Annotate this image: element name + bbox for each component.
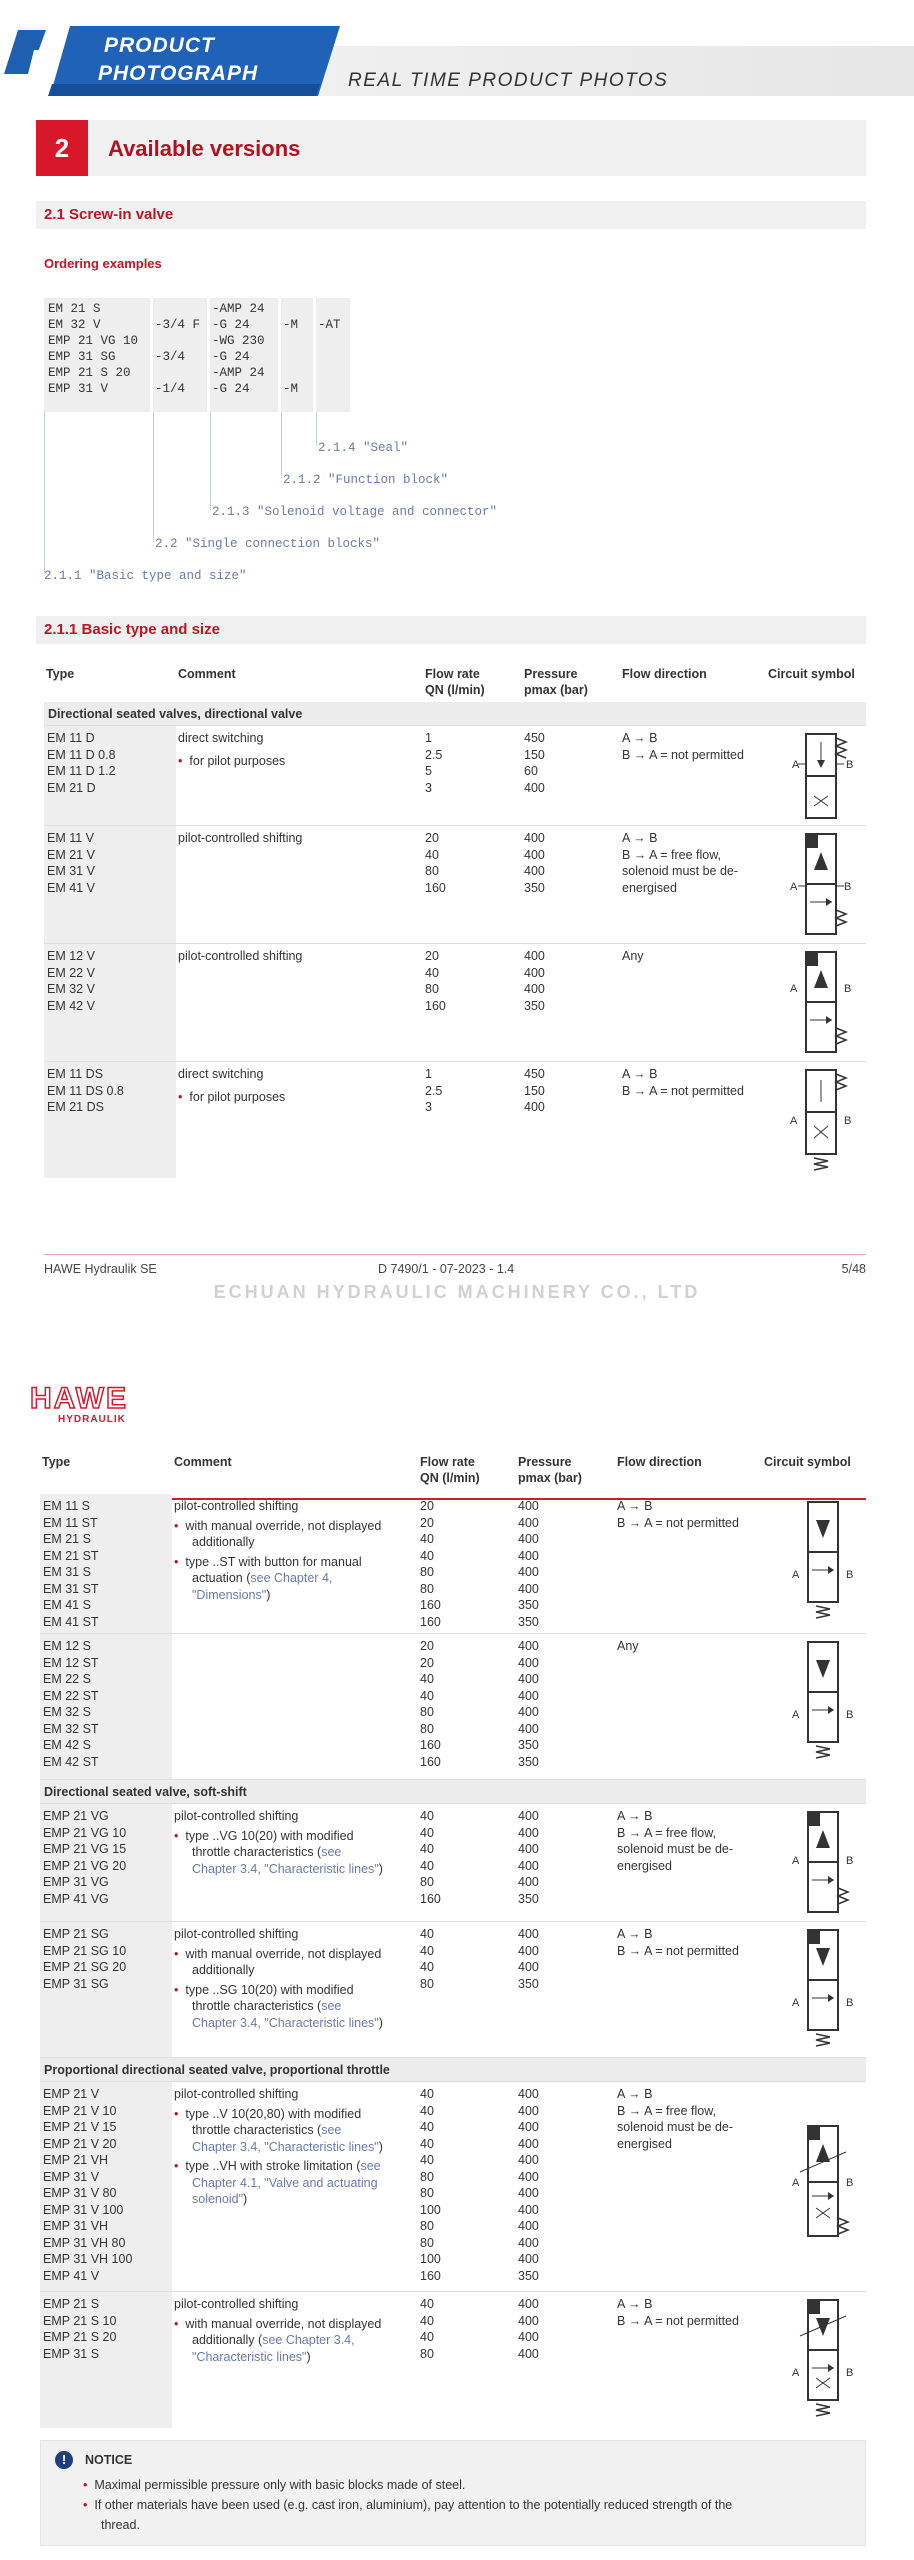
type-cell: EMP 21 SG EMP 21 SG 10 EMP 21 SG 20 EMP 31 SG [40,1922,172,2057]
ordering-link-connection-blocks[interactable]: 2.2 "Single connection blocks" [155,537,381,551]
flow-cell: 40 40 40 80 [420,1927,434,1991]
flow-cell: 20 40 80 160 [425,831,446,895]
chapter-link[interactable]: see [321,1999,342,2013]
notice-item-cont: thread. [101,2518,140,2532]
ordering-code [283,349,313,365]
section-number: 2 [36,120,88,176]
ordering-code: -M [283,318,299,332]
circuit-symbol-icon [780,1926,866,2054]
type-cell: EM 11 D EM 11 D 0.8 EM 11 D 1.2 EM 21 D [44,726,176,825]
notice-list [83,2475,853,2535]
pressure-cell: 400 400 400 350 [524,831,545,895]
ordering-col-solenoid [210,298,278,412]
pressure-cell: 400 400 400 400 400 400 400 400 400 400 400 350 [518,2087,539,2283]
circuit-symbol-icon [778,1066,864,1174]
pressure-cell: 400 400 400 350 [524,949,545,1013]
pressure-cell: 400 400 400 400 [518,2297,539,2361]
ordering-code: EMP 31 SG [48,350,116,364]
table-row [44,726,866,826]
svg-text:A: A [792,2367,800,2379]
flow-cell: 20 20 40 40 80 80 160 160 [420,1499,441,1629]
svg-text:B: B [846,1997,854,2009]
circuit-symbol-icon [780,2296,866,2424]
circuit-symbol-icon [778,948,864,1058]
banner-ribbon-graphic [0,18,360,98]
col-type: Type [46,667,75,681]
col-flow-unit: QN (l/min) [425,683,485,697]
ordering-code: EMP 21 S 20 [48,366,131,380]
chapter-link[interactable]: solenoid" [192,2192,244,2206]
col-flow: Flow rate [425,667,480,681]
footer-company: HAWE Hydraulik SE [44,1262,157,1276]
type-cell: EM 12 S EM 12 ST EM 22 S EM 22 ST EM 32 S EM 32 ST EM 42 S EM 42 ST [40,1634,172,1779]
type-cell: EM 12 V EM 22 V EM 32 V EM 42 V [44,944,176,1061]
ordering-code: EMP 31 V [48,382,109,396]
svg-text:A: A [792,759,800,771]
svg-text:A: A [792,1855,800,1867]
svg-text:B: B [846,2367,854,2379]
ordering-code: EM 21 S [48,302,101,316]
type-cell: EM 11 S EM 11 ST EM 21 S EM 21 ST EM 31 S EM 31 ST EM 41 S EM 41 ST [40,1494,172,1633]
notice-title: NOTICE [85,2453,133,2467]
table-row [40,1922,866,2058]
svg-text:A: A [792,1709,800,1721]
table-row [44,1062,866,1178]
ordering-code: -M [283,382,299,396]
col-comment: Comment [174,1455,232,1469]
subsection-title-2-1-1: 2.1.1 Basic type and size [36,616,866,644]
ordering-code: -G 24 [212,318,250,332]
group-header: Directional seated valves, directional valve [44,702,866,726]
direction-cell: Any [617,1639,639,1653]
svg-text:A: A [792,1569,800,1581]
ordering-col-seal [316,298,350,412]
ordering-code: -AT [318,318,341,332]
svg-text:B: B [844,1115,852,1127]
flow-cell: 20 40 80 160 [425,949,446,1013]
comment-cell: pilot-controlled shifting • type ..VG 10(20) with modified throttle characteristics (see Chapter 3.4, "Characteristic lines") [174,1809,383,1876]
circuit-symbol-icon [778,732,864,822]
ordering-col-type [44,298,150,412]
table-row [40,2292,866,2428]
info-icon: ! [55,2451,73,2469]
col-flow: Flow rate [420,1455,475,1469]
banner-subtitle: REAL TIME PRODUCT PHOTOS [348,70,669,91]
ordering-code [318,301,350,317]
chapter-link[interactable]: see Chapter 4, [250,1571,333,1585]
type-cell: EMP 21 VG EMP 21 VG 10 EMP 21 VG 15 EMP 21 VG 20 EMP 31 VG EMP 41 VG [40,1804,172,1921]
col-pressure-unit: pmax (bar) [524,683,588,697]
table-row [40,1494,866,1634]
col-comment: Comment [178,667,236,681]
ordering-link-solenoid[interactable]: 2.1.3 "Solenoid voltage and connector" [212,505,498,519]
footer-doc-id: D 7490/1 - 07-2023 - 1.4 [378,1262,515,1276]
ordering-code: -3/4 F [155,318,201,332]
flow-cell: 20 20 40 40 80 80 160 160 [420,1639,441,1769]
direction-cell: A → B B → A = free flow, solenoid must be de- energised [622,831,739,895]
logo-wordmark: HAWE [30,1382,128,1415]
banner-title-line2: PHOTOGRAPH [98,62,259,85]
svg-text:B: B [844,983,852,995]
pressure-cell: 450 150 60 400 [524,731,545,795]
ordering-leader-line [44,412,45,574]
comment-cell: pilot-controlled shifting • with manual override, not displayed additionally • type ..SG 10(20) with modified throttle characteristics (see Chapter 3.4, "Characteristic lines") [174,1927,383,2030]
direction-cell: A → B B → A = free flow, solenoid must be de- energised [617,2087,734,2151]
ordering-code [283,333,313,349]
footer-page-number: 5/48 [841,1262,866,1276]
ordering-examples-label: Ordering examples [44,256,162,271]
ordering-leader-line [316,412,317,446]
table-row [44,944,866,1062]
circuit-symbol-icon [780,1808,866,1918]
ordering-code [155,301,207,317]
col-flow-direction: Flow direction [617,1455,702,1469]
direction-cell: A → B B → A = not permitted [622,731,744,762]
ordering-leader-line [210,412,211,510]
circuit-symbol-icon [780,2122,866,2252]
table-row [44,826,866,944]
footer-rule [44,1254,866,1255]
svg-text:B: B [846,1709,854,1721]
ordering-link-function-block[interactable]: 2.1.2 "Function block" [283,473,449,487]
flow-cell: 40 40 40 40 40 80 80 100 80 80 100 160 [420,2087,441,2283]
ordering-leader-line [153,412,154,542]
ordering-code: EMP 21 VG 10 [48,334,139,348]
pressure-cell: 400 400 400 350 [518,1927,539,1991]
svg-text:B: B [846,1569,854,1581]
table-row [40,1634,866,1780]
subsection-title-2-1: 2.1 Screw-in valve [36,201,866,229]
ordering-code [283,365,313,381]
ordering-code: -WG 230 [212,334,265,348]
type-cell: EM 11 V EM 21 V EM 31 V EM 41 V [44,826,176,943]
ordering-code: -G 24 [212,350,250,364]
col-pressure: Pressure [524,667,578,681]
product-photo-banner [0,18,914,96]
circuit-symbol-icon [780,1498,866,1628]
ordering-code: -3/4 [155,350,186,364]
col-pressure: Pressure [518,1455,572,1469]
circuit-symbol-icon [780,1638,866,1772]
type-cell: EMP 21 V EMP 21 V 10 EMP 21 V 15 EMP 21 V 20 EMP 21 VH EMP 31 V EMP 31 V 80 EMP 31 V 100 EMP 31 VH EMP 31 VH 80 EMP 31 VH 100 EMP 41 V [40,2082,172,2291]
svg-text:B: B [846,2177,854,2189]
hawe-logo [30,1384,128,1425]
col-circuit-symbol: Circuit symbol [764,1455,851,1469]
chapter-link[interactable]: see Chapter 3.4, [262,2333,355,2347]
ordering-code: -AMP 24 [212,366,265,380]
ordering-code: -G 24 [212,382,250,396]
svg-text:B: B [846,759,854,771]
ordering-code [283,301,313,317]
ordering-code [155,333,207,349]
direction-cell: A → B B → A = not permitted [617,2297,739,2328]
direction-cell: A → B B → A = not permitted [617,1927,739,1958]
svg-text:A: A [790,983,798,995]
comment-cell: direct switching • for pilot purposes [178,731,286,768]
ordering-code [155,365,207,381]
pressure-cell: 400 400 400 400 400 350 [518,1809,539,1906]
svg-text:A: A [790,1115,798,1127]
pressure-cell: 400 400 400 400 400 400 350 350 [518,1499,539,1629]
ordering-code: -AMP 24 [212,302,265,316]
ordering-link-basic-type[interactable]: 2.1.1 "Basic type and size" [44,569,247,583]
chapter-link[interactable]: Chapter 4.1, "Valve and actuating [192,2175,378,2190]
col-pressure-unit: pmax (bar) [518,1471,582,1485]
ordering-code: EM 32 V [48,318,101,332]
table-row [40,2082,866,2292]
ordering-code: -1/4 [155,382,186,396]
col-type: Type [42,1455,71,1469]
direction-cell: Any [622,949,644,963]
ordering-link-seal[interactable]: 2.1.4 "Seal" [318,441,409,455]
watermark: ECHUAN HYDRAULIC MACHINERY CO., LTD [213,1282,701,1302]
chapter-link[interactable]: see [321,2123,342,2137]
notice-box [40,2440,866,2546]
comment-cell: pilot-controlled shifting • with manual override, not displayed additionally • type ..ST with button for manual actuation (see Chapter 4, "Dimensions") [174,1499,382,1602]
type-cell: EM 11 DS EM 11 DS 0.8 EM 21 DS [44,1062,176,1178]
group-header: Proportional directional seated valve, proportional throttle [40,2058,866,2082]
chapter-link[interactable]: Chapter 3.4, "Characteristic lines" [192,2139,379,2154]
direction-cell: A → B B → A = free flow, solenoid must be de- energised [617,1809,734,1873]
svg-text:B: B [846,1855,854,1867]
flow-cell: 40 40 40 80 [420,2297,434,2361]
flow-cell: 40 40 40 40 80 160 [420,1809,441,1906]
comment-cell: pilot-controlled shifting [178,831,303,845]
col-flow-direction: Flow direction [622,667,707,681]
comment-cell: pilot-controlled shifting [178,949,303,963]
chapter-link[interactable]: "Dimensions" [192,1587,267,1602]
col-circuit-symbol: Circuit symbol [768,667,855,681]
type-cell: EMP 21 S EMP 21 S 10 EMP 21 S 20 EMP 31 S [40,2292,172,2428]
chapter-link[interactable]: see [360,2159,381,2173]
comment-cell: pilot-controlled shifting • with manual override, not displayed additionally (see Chapter 3.4, "Characteristic lines") [174,2297,382,2364]
svg-text:A: A [792,1997,800,2009]
flow-cell: 1 2.5 3 [425,1067,443,1114]
direction-cell: A → B B → A = not permitted [617,1499,739,1530]
svg-text:A: A [790,881,798,893]
svg-text:A: A [792,2177,800,2189]
chapter-link[interactable]: see [321,1845,342,1859]
chapter-link[interactable]: "Characteristic lines" [192,2349,307,2364]
notice-item: • If other materials have been used (e.g. cast iron, aluminium), pay attention to the potentially reduced strength of the [83,2498,733,2512]
section-title: Available versions [108,136,301,161]
ordering-col-function [281,298,313,412]
direction-cell: A → B B → A = not permitted [622,1067,744,1098]
table-row [40,1804,866,1922]
table-header [40,1444,866,1500]
chapter-link[interactable]: Chapter 3.4, "Characteristic lines" [192,1861,379,1876]
banner-title-line1: PRODUCT [104,34,215,57]
comment-cell: direct switching • for pilot purposes [178,1067,286,1104]
chapter-link[interactable]: Chapter 3.4, "Characteristic lines" [192,2015,379,2030]
pressure-cell: 400 400 400 400 400 400 350 350 [518,1639,539,1769]
col-flow-unit: QN (l/min) [420,1471,480,1485]
notice-item: • Maximal permissible pressure only with basic blocks made of steel. [83,2478,466,2492]
ordering-col-connection [153,298,207,412]
flow-cell: 1 2.5 5 3 [425,731,443,795]
circuit-symbol-icon [778,830,864,940]
comment-cell: pilot-controlled shifting • type ..V 10(20,80) with modified throttle characteristics (see Chapter 3.4, "Characteristic lines") • type ..VH with stroke limitation (see Chapter 4.1, "Valve and actuating solenoid") [174,2087,383,2206]
group-header: Directional seated valve, soft-shift [40,1780,866,1804]
logo-subtext: HYDRAULIK [58,1414,126,1425]
ordering-leader-line [281,412,282,478]
svg-text:B: B [844,881,852,893]
pressure-cell: 450 150 400 [524,1067,545,1114]
